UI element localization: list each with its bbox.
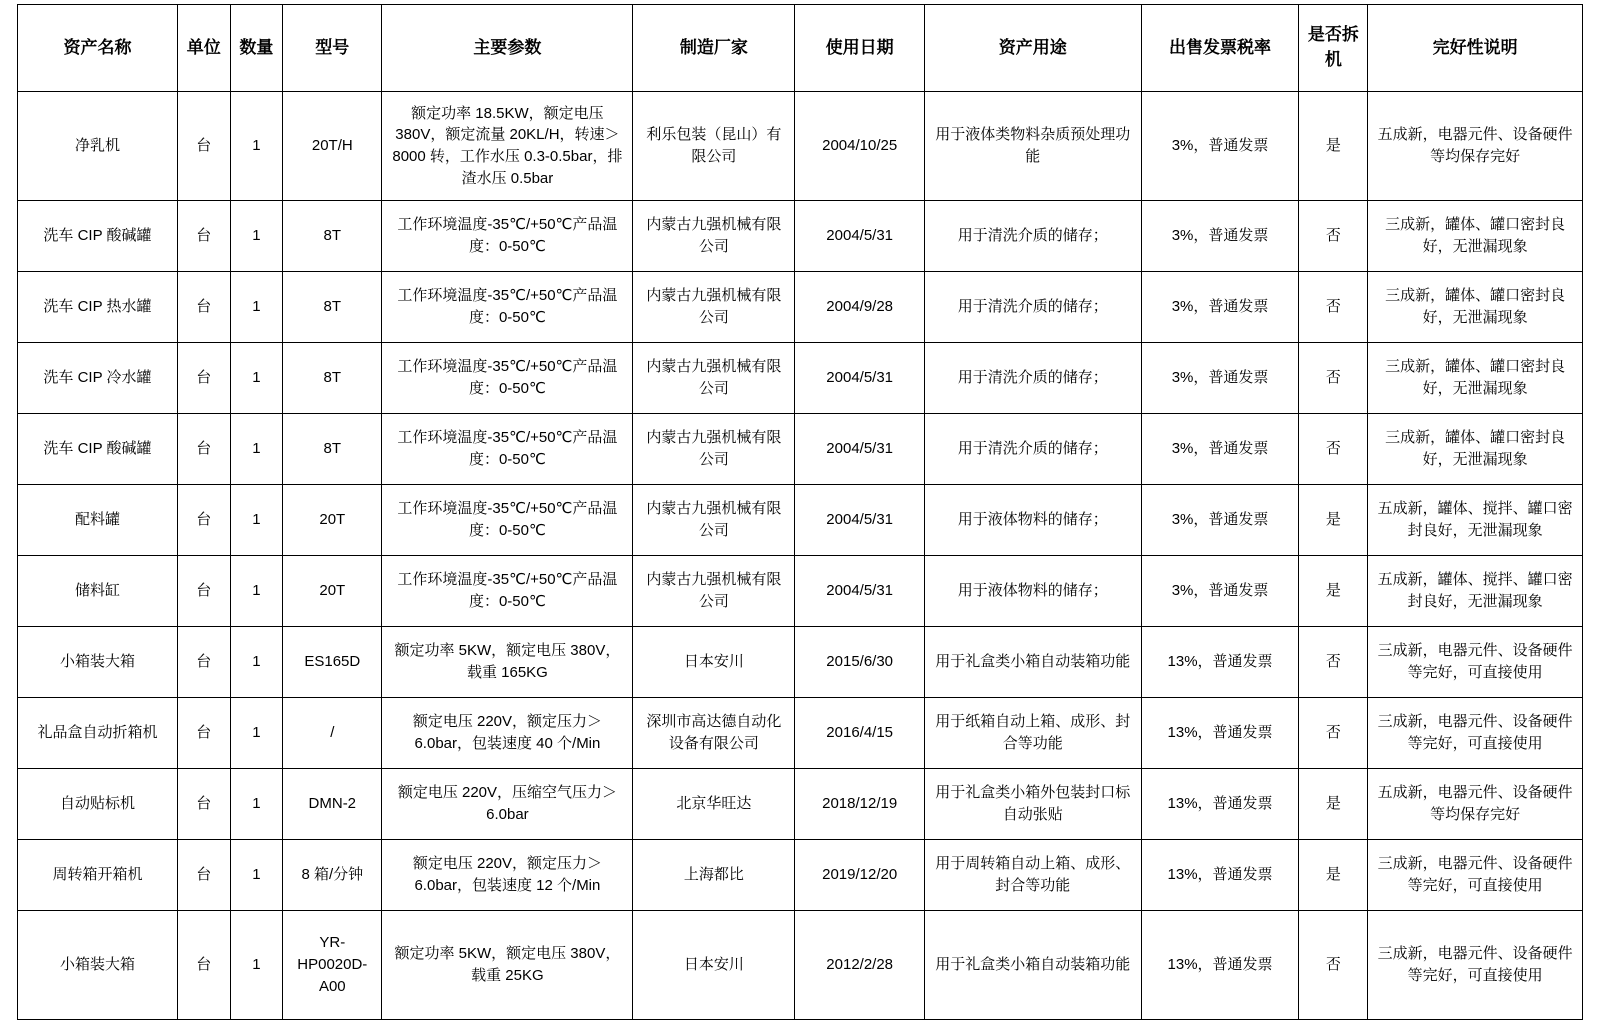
cell-main-params: 工作环境温度-35℃/+50℃产品温度：0-50℃ [382, 343, 633, 414]
cell-asset-purpose: 用于清洗介质的储存； [924, 201, 1141, 272]
cell-use-date: 2004/5/31 [795, 201, 925, 272]
cell-condition: 三成新，电器元件、设备硬件等完好，可直接使用 [1368, 840, 1583, 911]
cell-unit: 台 [177, 627, 230, 698]
cell-asset-purpose: 用于清洗介质的储存； [924, 343, 1141, 414]
cell-asset-purpose: 用于周转箱自动上箱、成形、封合等功能 [924, 840, 1141, 911]
asset-inventory-table [17, 4, 1583, 1020]
table-row [18, 911, 1583, 1020]
cell-condition: 三成新，电器元件、设备硬件等完好，可直接使用 [1368, 627, 1583, 698]
cell-unit: 台 [177, 556, 230, 627]
cell-quantity: 1 [230, 201, 283, 272]
cell-model: 8T [283, 272, 382, 343]
cell-use-date: 2004/5/31 [795, 343, 925, 414]
cell-manufacturer: 上海都比 [633, 840, 795, 911]
cell-invoice-tax-rate: 13%，普通发票 [1141, 698, 1299, 769]
cell-unit: 台 [177, 840, 230, 911]
cell-manufacturer: 内蒙古九强机械有限公司 [633, 485, 795, 556]
cell-use-date: 2004/5/31 [795, 414, 925, 485]
cell-model: 20T [283, 556, 382, 627]
cell-asset-name: 洗车 CIP 冷水罐 [18, 343, 178, 414]
cell-manufacturer: 深圳市高达德自动化设备有限公司 [633, 698, 795, 769]
cell-condition: 五成新，罐体、搅拌、罐口密封良好，无泄漏现象 [1368, 556, 1583, 627]
table-body [18, 92, 1583, 1020]
table-row [18, 627, 1583, 698]
cell-asset-name: 自动贴标机 [18, 769, 178, 840]
cell-quantity: 1 [230, 840, 283, 911]
cell-quantity: 1 [230, 92, 283, 201]
cell-dismantle: 否 [1299, 698, 1368, 769]
cell-asset-name: 小箱装大箱 [18, 911, 178, 1020]
cell-main-params: 工作环境温度-35℃/+50℃产品温度：0-50℃ [382, 414, 633, 485]
cell-main-params: 额定电压 220V，额定压力＞6.0bar，包装速度 12 个/Min [382, 840, 633, 911]
cell-model: 8T [283, 201, 382, 272]
header-model: 型号 [283, 5, 382, 92]
cell-asset-purpose: 用于清洗介质的储存； [924, 414, 1141, 485]
cell-invoice-tax-rate: 13%，普通发票 [1141, 840, 1299, 911]
table-row [18, 201, 1583, 272]
header-asset-purpose: 资产用途 [924, 5, 1141, 92]
cell-use-date: 2018/12/19 [795, 769, 925, 840]
cell-dismantle: 是 [1299, 92, 1368, 201]
cell-quantity: 1 [230, 272, 283, 343]
cell-asset-name: 小箱装大箱 [18, 627, 178, 698]
cell-unit: 台 [177, 769, 230, 840]
cell-asset-purpose: 用于清洗介质的储存； [924, 272, 1141, 343]
cell-use-date: 2015/6/30 [795, 627, 925, 698]
cell-invoice-tax-rate: 3%，普通发票 [1141, 556, 1299, 627]
cell-dismantle: 否 [1299, 272, 1368, 343]
cell-use-date: 2004/10/25 [795, 92, 925, 201]
cell-dismantle: 否 [1299, 414, 1368, 485]
cell-asset-name: 配料罐 [18, 485, 178, 556]
cell-unit: 台 [177, 272, 230, 343]
cell-asset-name: 洗车 CIP 热水罐 [18, 272, 178, 343]
cell-condition: 三成新，罐体、罐口密封良好，无泄漏现象 [1368, 272, 1583, 343]
cell-condition: 三成新，罐体、罐口密封良好，无泄漏现象 [1368, 201, 1583, 272]
cell-main-params: 额定电压 220V，压缩空气压力＞6.0bar [382, 769, 633, 840]
header-unit: 单位 [177, 5, 230, 92]
cell-model: / [283, 698, 382, 769]
cell-main-params: 额定电压 220V，额定压力＞6.0bar，包装速度 40 个/Min [382, 698, 633, 769]
cell-model: DMN-2 [283, 769, 382, 840]
cell-manufacturer: 利乐包装（昆山）有限公司 [633, 92, 795, 201]
header-manufacturer: 制造厂家 [633, 5, 795, 92]
cell-condition: 三成新，电器元件、设备硬件等完好，可直接使用 [1368, 698, 1583, 769]
cell-asset-purpose: 用于液体物料的储存； [924, 556, 1141, 627]
cell-model: 8 箱/分钟 [283, 840, 382, 911]
cell-manufacturer: 日本安川 [633, 911, 795, 1020]
cell-asset-name: 储料缸 [18, 556, 178, 627]
table-row [18, 840, 1583, 911]
cell-manufacturer: 内蒙古九强机械有限公司 [633, 556, 795, 627]
cell-dismantle: 否 [1299, 201, 1368, 272]
cell-manufacturer: 内蒙古九强机械有限公司 [633, 272, 795, 343]
table-header [18, 5, 1583, 92]
cell-use-date: 2004/9/28 [795, 272, 925, 343]
table-row [18, 556, 1583, 627]
cell-manufacturer: 内蒙古九强机械有限公司 [633, 343, 795, 414]
cell-asset-purpose: 用于礼盒类小箱自动装箱功能 [924, 627, 1141, 698]
table-row [18, 698, 1583, 769]
cell-quantity: 1 [230, 414, 283, 485]
cell-condition: 五成新，电器元件、设备硬件等均保存完好 [1368, 769, 1583, 840]
cell-use-date: 2012/2/28 [795, 911, 925, 1020]
cell-invoice-tax-rate: 3%，普通发票 [1141, 201, 1299, 272]
cell-model: 8T [283, 414, 382, 485]
header-asset-name: 资产名称 [18, 5, 178, 92]
cell-asset-purpose: 用于液体类物料杂质预处理功能 [924, 92, 1141, 201]
cell-dismantle: 是 [1299, 556, 1368, 627]
cell-condition: 三成新，电器元件、设备硬件等完好，可直接使用 [1368, 911, 1583, 1020]
cell-invoice-tax-rate: 13%，普通发票 [1141, 911, 1299, 1020]
cell-main-params: 工作环境温度-35℃/+50℃产品温度：0-50℃ [382, 201, 633, 272]
cell-use-date: 2016/4/15 [795, 698, 925, 769]
header-dismantle: 是否拆机 [1299, 5, 1368, 92]
header-quantity: 数量 [230, 5, 283, 92]
cell-quantity: 1 [230, 485, 283, 556]
cell-model: YR-HP0020D-A00 [283, 911, 382, 1020]
cell-main-params: 工作环境温度-35℃/+50℃产品温度：0-50℃ [382, 556, 633, 627]
cell-condition: 五成新，电器元件、设备硬件等均保存完好 [1368, 92, 1583, 201]
cell-main-params: 额定功率 5KW，额定电压 380V，载重 25KG [382, 911, 633, 1020]
table-row [18, 485, 1583, 556]
cell-asset-name: 洗车 CIP 酸碱罐 [18, 414, 178, 485]
cell-unit: 台 [177, 485, 230, 556]
cell-asset-purpose: 用于礼盒类小箱外包装封口标自动张贴 [924, 769, 1141, 840]
cell-asset-purpose: 用于礼盒类小箱自动装箱功能 [924, 911, 1141, 1020]
cell-manufacturer: 内蒙古九强机械有限公司 [633, 414, 795, 485]
cell-quantity: 1 [230, 556, 283, 627]
cell-condition: 五成新，罐体、搅拌、罐口密封良好，无泄漏现象 [1368, 485, 1583, 556]
cell-main-params: 工作环境温度-35℃/+50℃产品温度：0-50℃ [382, 272, 633, 343]
cell-asset-purpose: 用于纸箱自动上箱、成形、封合等功能 [924, 698, 1141, 769]
cell-asset-purpose: 用于液体物料的储存； [924, 485, 1141, 556]
header-main-params: 主要参数 [382, 5, 633, 92]
cell-dismantle: 是 [1299, 769, 1368, 840]
cell-invoice-tax-rate: 3%，普通发票 [1141, 343, 1299, 414]
cell-unit: 台 [177, 201, 230, 272]
cell-invoice-tax-rate: 13%，普通发票 [1141, 769, 1299, 840]
cell-dismantle: 是 [1299, 840, 1368, 911]
table-row [18, 414, 1583, 485]
cell-asset-name: 礼品盒自动折箱机 [18, 698, 178, 769]
table-row [18, 92, 1583, 201]
cell-invoice-tax-rate: 3%，普通发票 [1141, 485, 1299, 556]
cell-use-date: 2004/5/31 [795, 556, 925, 627]
cell-asset-name: 净乳机 [18, 92, 178, 201]
table-row [18, 769, 1583, 840]
cell-use-date: 2004/5/31 [795, 485, 925, 556]
cell-dismantle: 是 [1299, 485, 1368, 556]
table-row [18, 272, 1583, 343]
cell-invoice-tax-rate: 3%，普通发票 [1141, 414, 1299, 485]
cell-main-params: 工作环境温度-35℃/+50℃产品温度：0-50℃ [382, 485, 633, 556]
cell-unit: 台 [177, 92, 230, 201]
cell-quantity: 1 [230, 911, 283, 1020]
cell-unit: 台 [177, 343, 230, 414]
cell-asset-name: 周转箱开箱机 [18, 840, 178, 911]
cell-model: 20T [283, 485, 382, 556]
cell-quantity: 1 [230, 627, 283, 698]
cell-manufacturer: 北京华旺达 [633, 769, 795, 840]
cell-use-date: 2019/12/20 [795, 840, 925, 911]
cell-manufacturer: 日本安川 [633, 627, 795, 698]
cell-main-params: 额定功率 18.5KW，额定电压 380V，额定流量 20KL/H，转速＞8000 转，工作水压 0.3-0.5bar，排渣水压 0.5bar [382, 92, 633, 201]
cell-asset-name: 洗车 CIP 酸碱罐 [18, 201, 178, 272]
cell-unit: 台 [177, 698, 230, 769]
cell-invoice-tax-rate: 13%，普通发票 [1141, 627, 1299, 698]
header-row [18, 5, 1583, 92]
cell-invoice-tax-rate: 3%，普通发票 [1141, 272, 1299, 343]
cell-condition: 三成新，罐体、罐口密封良好，无泄漏现象 [1368, 414, 1583, 485]
cell-quantity: 1 [230, 343, 283, 414]
cell-main-params: 额定功率 5KW，额定电压 380V，载重 165KG [382, 627, 633, 698]
cell-quantity: 1 [230, 698, 283, 769]
cell-invoice-tax-rate: 3%，普通发票 [1141, 92, 1299, 201]
cell-dismantle: 否 [1299, 343, 1368, 414]
cell-quantity: 1 [230, 769, 283, 840]
cell-model: 20T/H [283, 92, 382, 201]
cell-dismantle: 否 [1299, 627, 1368, 698]
header-condition: 完好性说明 [1368, 5, 1583, 92]
cell-dismantle: 否 [1299, 911, 1368, 1020]
header-invoice-tax-rate: 出售发票税率 [1141, 5, 1299, 92]
cell-unit: 台 [177, 414, 230, 485]
cell-unit: 台 [177, 911, 230, 1020]
header-use-date: 使用日期 [795, 5, 925, 92]
cell-model: ES165D [283, 627, 382, 698]
cell-model: 8T [283, 343, 382, 414]
cell-condition: 三成新，罐体、罐口密封良好，无泄漏现象 [1368, 343, 1583, 414]
cell-manufacturer: 内蒙古九强机械有限公司 [633, 201, 795, 272]
table-row [18, 343, 1583, 414]
